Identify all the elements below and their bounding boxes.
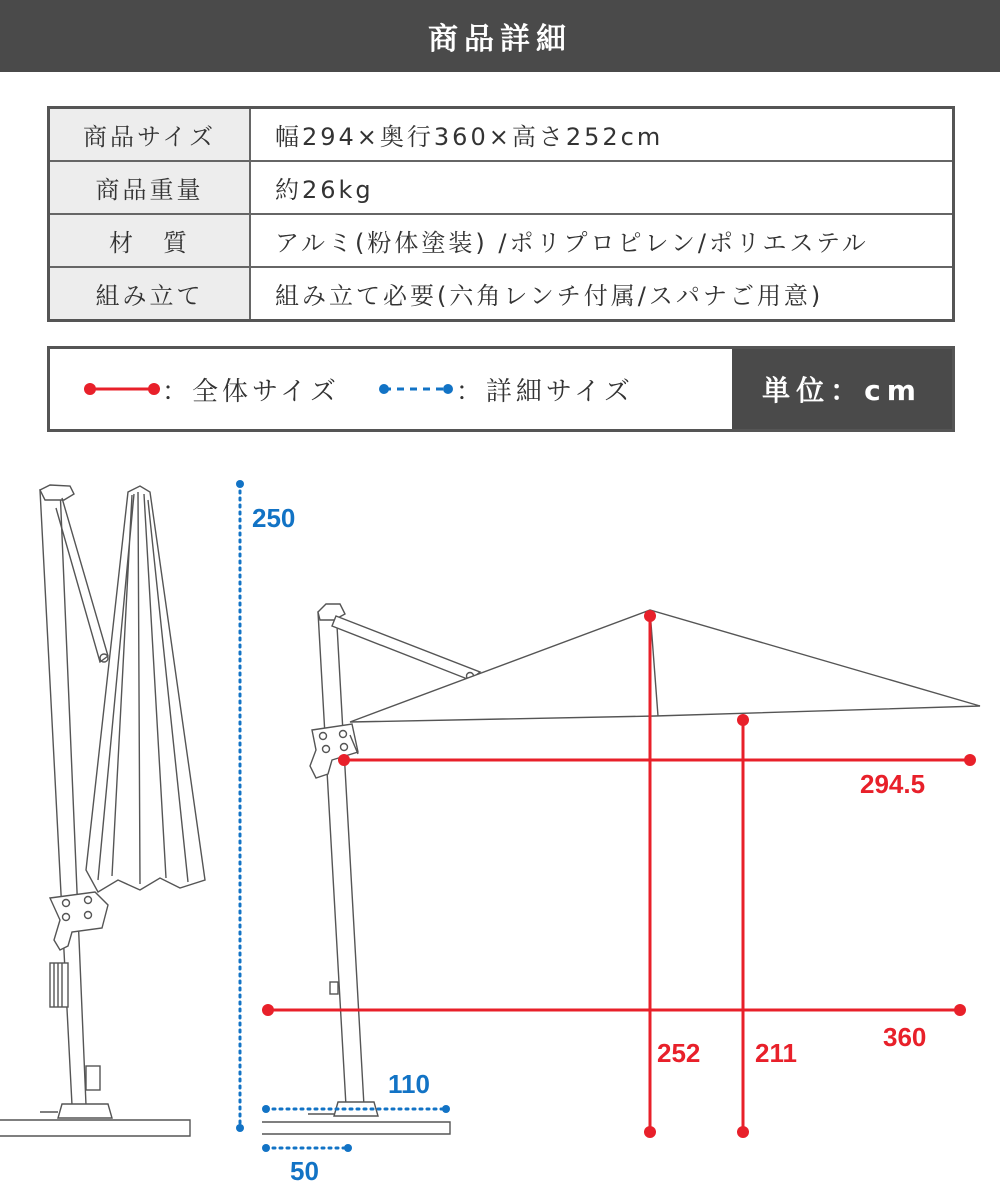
spec-value-material: アルミ(粉体塗装) /ポリプロピレン/ポリエステル [250,214,954,267]
label-base-depth: 50 [290,1156,319,1186]
table-row [49,214,954,267]
label-depth: 360 [883,1022,927,1052]
spec-value-weight: 約26kg [250,161,954,214]
blue-dashed-line-icon [376,379,456,399]
legend-items [50,349,732,429]
legend-detail-size-label: ：詳細サイズ [455,376,634,407]
dimension-clearance [737,714,797,1138]
folded-umbrella-illustration [0,485,205,1136]
spec-value-size: 幅294×奥行360×高さ252cm [250,108,954,162]
dimension-width [338,754,976,799]
page-title: 商品詳細 [0,0,1000,72]
label-folded-height: 250 [252,503,296,533]
spec-table [47,106,955,322]
dimension-base-depth [262,1144,352,1186]
table-row [49,267,954,321]
umbrella-dimension-diagram [0,460,1000,1200]
table-row [49,161,954,214]
unit-badge: 単位：cm [732,349,952,429]
dimension-legend [47,346,955,432]
open-umbrella-illustration [262,604,980,1134]
label-width: 294.5 [860,769,926,799]
label-height: 252 [657,1038,701,1068]
spec-label-size: 商品サイズ [49,108,251,162]
legend-full-size [82,371,340,408]
dimension-folded-height [236,480,295,1132]
table-row [49,108,954,162]
red-solid-line-icon [82,379,162,399]
spec-label-assembly: 組み立て [49,267,251,321]
label-clearance: 211 [755,1038,797,1068]
label-base-width: 110 [388,1069,430,1099]
spec-value-assembly: 組み立て必要(六角レンチ付属/スパナご用意) [250,267,954,321]
dimension-depth [262,1004,966,1052]
legend-full-size-label: ：全体サイズ [162,376,340,407]
spec-label-material: 材 質 [49,214,251,267]
legend-detail-size [376,371,634,408]
spec-label-weight: 商品重量 [49,161,251,214]
